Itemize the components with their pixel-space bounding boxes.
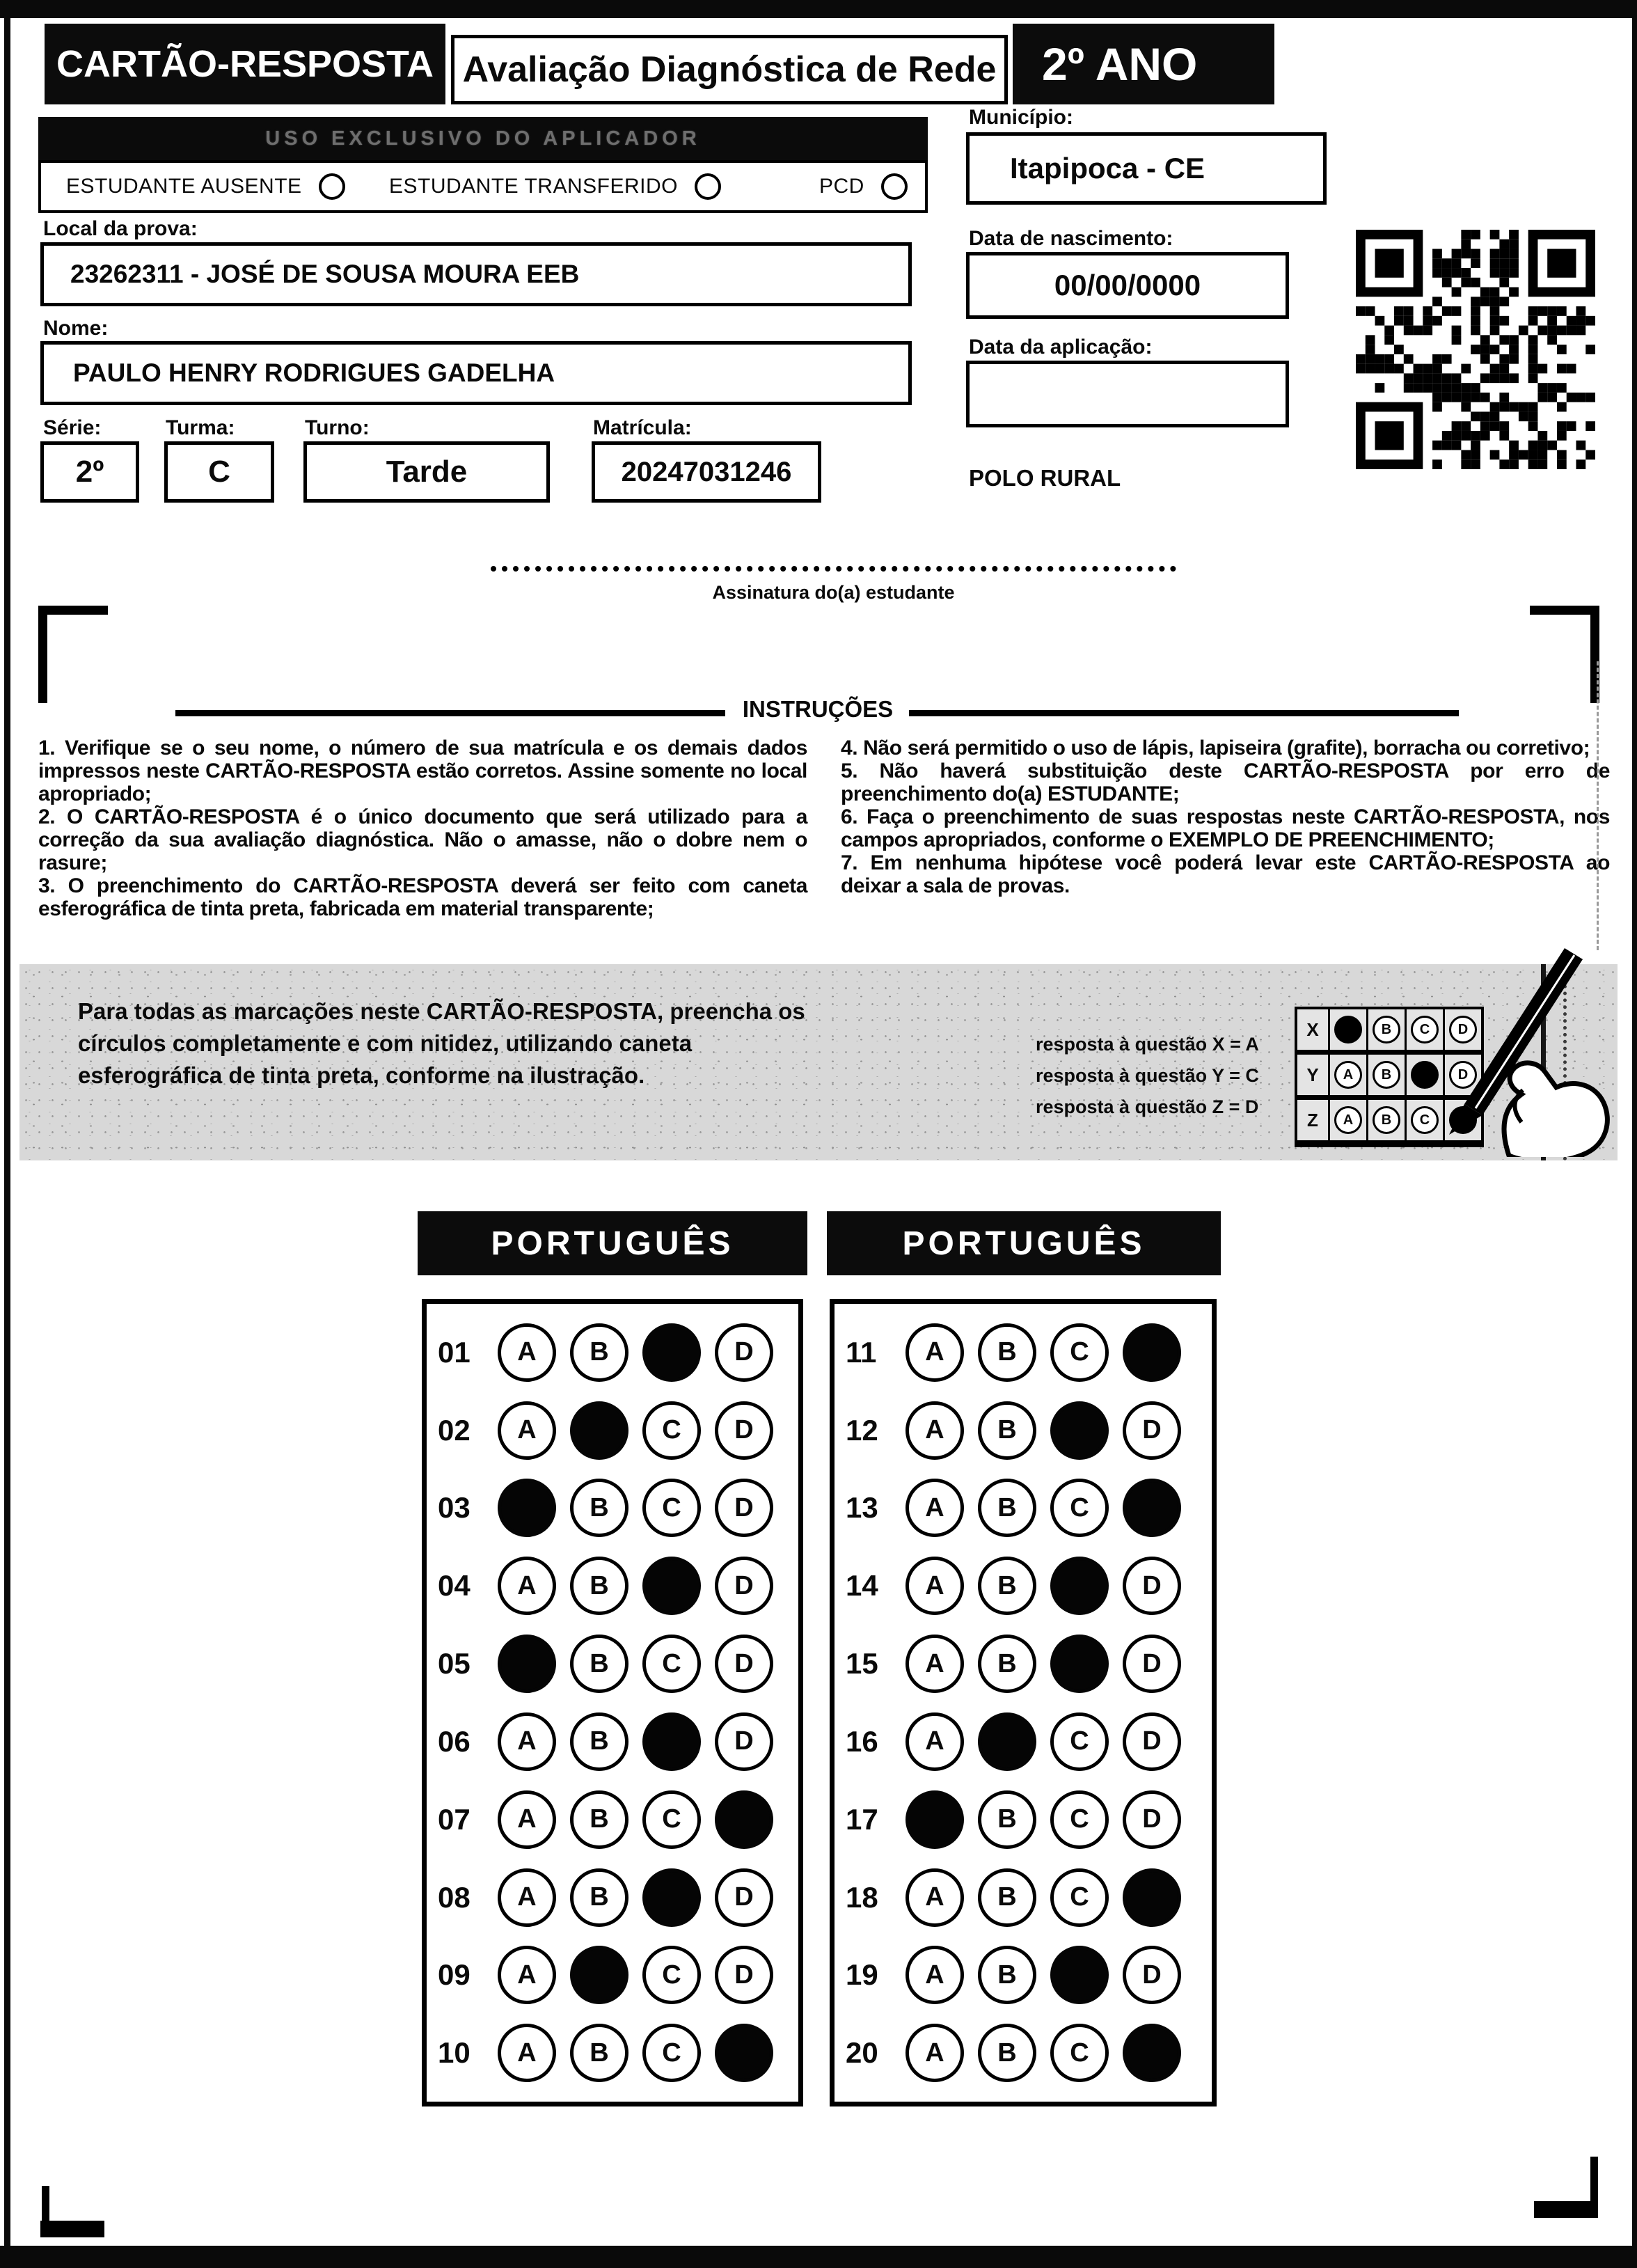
answer-bubble-10-c[interactable] xyxy=(642,2024,701,2082)
question-row xyxy=(427,1479,798,1537)
question-row xyxy=(427,1323,798,1382)
question-number: 06 xyxy=(438,1724,470,1758)
answer-bubble-17-b[interactable] xyxy=(978,1790,1036,1849)
bubble-letter: D xyxy=(734,1726,754,1756)
bubble-letter: D xyxy=(1142,1726,1162,1756)
bubble-letter: C xyxy=(662,2038,681,2068)
question-number: 17 xyxy=(846,1802,878,1836)
bubble-letter: A xyxy=(517,1337,537,1367)
bubble-letter: B xyxy=(997,1337,1017,1367)
example-cell xyxy=(1368,1009,1407,1050)
bubble-letter: D xyxy=(1457,1021,1469,1037)
answer-bubble-02-c[interactable] xyxy=(642,1401,701,1460)
nascimento-value-box: 00/00/0000 xyxy=(966,252,1289,319)
bubble-letter: C xyxy=(1070,2038,1089,2068)
signature-label: Assinatura do(a) estudante xyxy=(712,582,955,603)
answer-bubble-10-d[interactable] xyxy=(715,2024,773,2082)
answer-bubble-20-a[interactable] xyxy=(906,2024,964,2082)
applicator-bar-label: USO EXCLUSIVO DO APLICADOR xyxy=(38,117,928,160)
answer-bubble-05-d[interactable] xyxy=(715,1635,773,1693)
bubble-letter: C xyxy=(1070,1493,1089,1522)
answer-bubble-13-c[interactable] xyxy=(1050,1479,1109,1537)
instruction-item: 6. Faça o preenchimento de suas respostas neste CARTÃO-RESPOSTA, nos campos apropriados, conforme o EXEMPLO DE PREENCHIMENTO; xyxy=(841,805,1610,851)
answer-bubble-08-c[interactable] xyxy=(642,1868,701,1927)
question-number: 16 xyxy=(846,1724,878,1758)
bubble-letter: D xyxy=(734,1493,754,1522)
instructions-rule-right xyxy=(909,710,1459,716)
bubble-letter: B xyxy=(590,1337,609,1367)
bubble-letter: B xyxy=(1381,1112,1392,1128)
answer-bubble-15-a[interactable] xyxy=(906,1635,964,1693)
card-title: CARTÃO-RESPOSTA xyxy=(45,24,445,104)
bubble-letter: C xyxy=(662,1804,681,1834)
serie-label: Série: xyxy=(43,416,102,439)
aplicacao-label: Data da aplicação: xyxy=(969,336,1153,359)
applicator-row xyxy=(38,160,928,213)
example-cell xyxy=(1368,1100,1407,1140)
answer-bubble-18-a[interactable] xyxy=(906,1868,964,1927)
question-row xyxy=(427,1635,798,1693)
bubble-letter: D xyxy=(1142,1960,1162,1990)
answer-bubble-01-c[interactable] xyxy=(642,1323,701,1382)
applicator-option xyxy=(66,173,345,200)
instruction-item: 7. Em nenhuma hipótese você poderá levar este CARTÃO-RESPOSTA ao deixar a sala de provas. xyxy=(841,851,1610,897)
question-row xyxy=(835,1479,1212,1537)
answer-bubble-06-a[interactable] xyxy=(498,1712,556,1771)
instruction-item: 2. O CARTÃO-RESPOSTA é o único documento que será utilizado para a correção da sua avaliação diagnóstica. Não o amasse, não o dobre nem o rasure; xyxy=(38,805,807,874)
answer-bubble-03-d[interactable] xyxy=(715,1479,773,1537)
answer-bubble-18-b[interactable] xyxy=(978,1868,1036,1927)
bubble-letter: C xyxy=(662,1648,681,1678)
instruction-item: 3. O preenchimento do CARTÃO-RESPOSTA deverá ser feito com caneta esferográfica de tinta preta, fabricada em material transparente; xyxy=(38,874,807,920)
bracket-bottom-right xyxy=(1534,2201,1598,2218)
bubble-letter: C xyxy=(1070,1726,1089,1756)
bubble-letter: C xyxy=(662,1493,681,1522)
bubble-letter: C xyxy=(1070,1804,1089,1834)
example-bubble-a[interactable] xyxy=(1334,1061,1362,1089)
nascimento-label: Data de nascimento: xyxy=(969,227,1173,250)
answer-block-2-box xyxy=(830,1299,1217,2106)
answer-bubble-11-d[interactable] xyxy=(1123,1323,1181,1382)
question-row xyxy=(835,1790,1212,1849)
answer-bubble-12-b[interactable] xyxy=(978,1401,1036,1460)
answer-bubble-07-a[interactable] xyxy=(498,1790,556,1849)
answer-bubble-03-a[interactable] xyxy=(498,1479,556,1537)
bubble-letter: B xyxy=(590,1648,609,1678)
answer-bubble-08-b[interactable] xyxy=(570,1868,628,1927)
bubble-letter: A xyxy=(517,1960,537,1990)
example-legend-line-1: resposta à questão X = A xyxy=(1036,1034,1259,1055)
answer-bubble-11-a[interactable] xyxy=(906,1323,964,1382)
question-row xyxy=(835,2024,1212,2082)
bubble-letter: B xyxy=(997,1570,1017,1600)
signature-line xyxy=(491,566,1176,572)
bubble-letter: B xyxy=(590,1493,609,1522)
bubble-letter: A xyxy=(517,2038,537,2068)
question-number: 09 xyxy=(438,1958,470,1992)
question-number: 13 xyxy=(846,1491,878,1525)
bubble-letter: B xyxy=(590,1882,609,1912)
nome-value-box: PAULO HENRY RODRIGUES GADELHA xyxy=(40,341,912,405)
instructions-column-left xyxy=(38,737,807,920)
question-number: 07 xyxy=(438,1802,470,1836)
bubble-letter: B xyxy=(590,1804,609,1834)
answer-bubble-14-c[interactable] xyxy=(1050,1557,1109,1615)
question-row xyxy=(835,1401,1212,1460)
question-number: 15 xyxy=(846,1647,878,1680)
bubble-letter: A xyxy=(517,1726,537,1756)
example-cell xyxy=(1330,1100,1368,1140)
bubble-letter: C xyxy=(1419,1021,1430,1037)
question-row xyxy=(427,1868,798,1927)
bubble-letter: A xyxy=(925,1648,944,1678)
bubble-letter: C xyxy=(1070,1882,1089,1912)
example-bubble-b[interactable] xyxy=(1373,1106,1400,1134)
bubble-letter: C xyxy=(1419,1112,1430,1128)
bubble-letter: D xyxy=(734,1337,754,1367)
answer-bubble-14-b[interactable] xyxy=(978,1557,1036,1615)
answer-bubble-13-d[interactable] xyxy=(1123,1479,1181,1537)
question-number: 20 xyxy=(846,2036,878,2070)
answer-bubble-07-d[interactable] xyxy=(715,1790,773,1849)
question-number: 11 xyxy=(846,1335,877,1369)
bubble-letter: B xyxy=(997,1648,1017,1678)
applicator-option-label: ESTUDANTE TRANSFERIDO xyxy=(389,175,678,198)
bubble-letter: B xyxy=(997,1882,1017,1912)
answer-bubble-17-a[interactable] xyxy=(906,1790,964,1849)
bubble-letter: D xyxy=(734,1882,754,1912)
answer-bubble-17-d[interactable] xyxy=(1123,1790,1181,1849)
example-note: Para todas as marcações neste CARTÃO-RESPOSTA, preencha os círculos completamente e com nitidez, utilizando caneta esferográfica de tinta preta, conforme na ilustração. xyxy=(78,998,805,1088)
bracket-bottom-left xyxy=(40,2221,104,2237)
example-row-label: Z xyxy=(1297,1100,1330,1140)
answer-bubble-14-a[interactable] xyxy=(906,1557,964,1615)
answer-bubble-18-d[interactable] xyxy=(1123,1868,1181,1927)
question-number: 05 xyxy=(438,1647,470,1680)
answer-bubble-19-a[interactable] xyxy=(906,1946,964,2004)
answer-bubble-09-b[interactable] xyxy=(570,1946,628,2004)
answer-bubble-09-a[interactable] xyxy=(498,1946,556,2004)
question-number: 12 xyxy=(846,1413,878,1447)
polo-label: POLO RURAL xyxy=(969,465,1121,491)
answer-bubble-15-b[interactable] xyxy=(978,1635,1036,1693)
applicator-option-label: ESTUDANTE AUSENTE xyxy=(66,175,302,198)
answer-bubble-07-b[interactable] xyxy=(570,1790,628,1849)
question-row xyxy=(427,1712,798,1771)
answer-bubble-11-b[interactable] xyxy=(978,1323,1036,1382)
top-edge-bar xyxy=(0,0,1637,18)
bubble-letter: A xyxy=(517,1415,537,1445)
hand-pen-illustration xyxy=(1405,948,1613,1157)
bubble-letter: C xyxy=(662,1415,681,1445)
example-legend-line-3: resposta à questão Z = D xyxy=(1036,1096,1259,1117)
answer-bubble-20-d[interactable] xyxy=(1123,2024,1181,2082)
question-row xyxy=(427,1557,798,1615)
question-number: 03 xyxy=(438,1491,470,1525)
applicator-option-circle[interactable] xyxy=(319,173,345,200)
bubble-letter: B xyxy=(590,1726,609,1756)
example-row-label: Y xyxy=(1297,1055,1330,1095)
answer-bubble-14-d[interactable] xyxy=(1123,1557,1181,1615)
example-bubble-a[interactable] xyxy=(1334,1106,1362,1134)
exam-title: Avaliação Diagnóstica de Rede xyxy=(451,35,1008,104)
answer-bubble-16-a[interactable] xyxy=(906,1712,964,1771)
bracket-top-left-v xyxy=(38,606,47,703)
answer-bubble-19-b[interactable] xyxy=(978,1946,1036,2004)
answer-bubble-01-a[interactable] xyxy=(498,1323,556,1382)
bubble-letter: A xyxy=(1343,1066,1354,1082)
answer-bubble-05-c[interactable] xyxy=(642,1635,701,1693)
bubble-letter: D xyxy=(734,1648,754,1678)
question-row xyxy=(427,2024,798,2082)
answer-bubble-04-c[interactable] xyxy=(642,1557,701,1615)
answer-bubble-05-b[interactable] xyxy=(570,1635,628,1693)
question-row xyxy=(835,1635,1212,1693)
example-row-label: X xyxy=(1297,1009,1330,1050)
bubble-letter: B xyxy=(997,1415,1017,1445)
applicator-option-label: PCD xyxy=(819,175,864,198)
answer-bubble-01-b[interactable] xyxy=(570,1323,628,1382)
example-cell xyxy=(1368,1055,1407,1095)
answer-bubble-19-c[interactable] xyxy=(1050,1946,1109,2004)
bubble-letter: A xyxy=(517,1882,537,1912)
bracket-top-left xyxy=(38,606,108,615)
bubble-letter: B xyxy=(590,2038,609,2068)
answer-bubble-16-b[interactable] xyxy=(978,1712,1036,1771)
instructions-column-right xyxy=(841,737,1610,897)
bubble-letter: A xyxy=(1343,1112,1354,1128)
bubble-letter: A xyxy=(925,1960,944,1990)
question-row xyxy=(427,1790,798,1849)
answer-bubble-09-c[interactable] xyxy=(642,1946,701,2004)
question-number: 04 xyxy=(438,1569,470,1602)
question-row xyxy=(427,1401,798,1460)
qr-code xyxy=(1356,230,1595,469)
example-cell xyxy=(1330,1055,1368,1095)
bubble-letter: A xyxy=(925,1882,944,1912)
answer-block-1-header: PORTUGUÊS xyxy=(418,1211,807,1275)
bubble-letter: C xyxy=(1070,1337,1089,1367)
answer-bubble-12-a[interactable] xyxy=(906,1401,964,1460)
answer-bubble-02-a[interactable] xyxy=(498,1401,556,1460)
bubble-letter: A xyxy=(517,1570,537,1600)
municipio-value-box: Itapipoca - CE xyxy=(966,132,1327,205)
answer-block-1-box xyxy=(422,1299,803,2106)
bubble-letter: B xyxy=(997,1960,1017,1990)
applicator-option-circle[interactable] xyxy=(695,173,721,200)
local-label: Local da prova: xyxy=(43,217,198,240)
matricula-label: Matrícula: xyxy=(593,416,692,439)
answer-bubble-06-c[interactable] xyxy=(642,1712,701,1771)
answer-bubble-09-d[interactable] xyxy=(715,1946,773,2004)
question-row xyxy=(835,1868,1212,1927)
answer-bubble-13-b[interactable] xyxy=(978,1479,1036,1537)
answer-bubble-13-a[interactable] xyxy=(906,1479,964,1537)
right-edge-line xyxy=(1632,0,1637,2268)
bubble-letter: D xyxy=(1142,1804,1162,1834)
bubble-letter: C xyxy=(662,1960,681,1990)
answer-bubble-20-c[interactable] xyxy=(1050,2024,1109,2082)
answer-bubble-16-c[interactable] xyxy=(1050,1712,1109,1771)
answer-bubble-01-d[interactable] xyxy=(715,1323,773,1382)
bubble-letter: A xyxy=(925,1570,944,1600)
bubble-letter: D xyxy=(1457,1066,1469,1082)
serie-value-box: 2º xyxy=(40,441,139,503)
question-number: 02 xyxy=(438,1413,470,1447)
answer-bubble-03-b[interactable] xyxy=(570,1479,628,1537)
bracket-top-right xyxy=(1530,606,1599,615)
answer-block-2-header: PORTUGUÊS xyxy=(827,1211,1221,1275)
answer-bubble-04-b[interactable] xyxy=(570,1557,628,1615)
example-bubble-b[interactable] xyxy=(1373,1016,1400,1044)
answer-bubble-08-d[interactable] xyxy=(715,1868,773,1927)
aplicacao-value-box xyxy=(966,361,1289,427)
question-row xyxy=(835,1557,1212,1615)
bubble-letter: B xyxy=(997,1804,1017,1834)
answer-bubble-16-d[interactable] xyxy=(1123,1712,1181,1771)
bubble-letter: D xyxy=(734,1415,754,1445)
answer-bubble-08-a[interactable] xyxy=(498,1868,556,1927)
instruction-item: 1. Verifique se o seu nome, o número de sua matrícula e os demais dados impressos neste CARTÃO-RESPOSTA estão corretos. Assine somente no local apropriado; xyxy=(38,737,807,805)
question-row xyxy=(835,1712,1212,1771)
answer-bubble-10-b[interactable] xyxy=(570,2024,628,2082)
bubble-letter: B xyxy=(590,1570,609,1600)
example-legend-line-2: resposta à questão Y = C xyxy=(1036,1065,1259,1086)
question-number: 10 xyxy=(438,2036,470,2070)
bubble-letter: B xyxy=(997,2038,1017,2068)
question-number: 08 xyxy=(438,1880,470,1914)
municipio-label: Município: xyxy=(969,106,1073,129)
bubble-letter: A xyxy=(517,1804,537,1834)
answer-bubble-12-c[interactable] xyxy=(1050,1401,1109,1460)
answer-bubble-05-a[interactable] xyxy=(498,1635,556,1693)
turma-label: Turma: xyxy=(166,416,235,439)
answer-bubble-11-c[interactable] xyxy=(1050,1323,1109,1382)
question-number: 01 xyxy=(438,1335,470,1369)
bubble-letter: B xyxy=(1381,1066,1392,1082)
question-number: 14 xyxy=(846,1569,878,1602)
answer-bubble-02-b[interactable] xyxy=(570,1401,628,1460)
answer-bubble-06-d[interactable] xyxy=(715,1712,773,1771)
example-bubble-a[interactable] xyxy=(1334,1016,1362,1044)
bubble-letter: A xyxy=(925,2038,944,2068)
instructions-rule-left xyxy=(175,710,725,716)
fold-mark-dashed xyxy=(1597,661,1599,950)
matricula-value-box: 20247031246 xyxy=(592,441,821,503)
bottom-edge-bar xyxy=(0,2246,1637,2268)
answer-bubble-12-d[interactable] xyxy=(1123,1401,1181,1460)
question-row xyxy=(835,1946,1212,2004)
question-row xyxy=(835,1323,1212,1382)
answer-bubble-06-b[interactable] xyxy=(570,1712,628,1771)
bubble-letter: A xyxy=(925,1337,944,1367)
answer-bubble-04-a[interactable] xyxy=(498,1557,556,1615)
local-value-box: 23262311 - JOSÉ DE SOUSA MOURA EEB xyxy=(40,242,912,306)
turno-value-box: Tarde xyxy=(303,441,550,503)
bubble-letter: A xyxy=(925,1726,944,1756)
bubble-letter: D xyxy=(734,1960,754,1990)
answer-bubble-10-a[interactable] xyxy=(498,2024,556,2082)
applicator-option xyxy=(819,173,908,200)
bubble-letter: D xyxy=(1142,1648,1162,1678)
question-number: 19 xyxy=(846,1958,878,1992)
answer-bubble-17-c[interactable] xyxy=(1050,1790,1109,1849)
bubble-letter: B xyxy=(1381,1021,1392,1037)
answer-bubble-03-c[interactable] xyxy=(642,1479,701,1537)
instruction-item: 5. Não haverá substituição deste CARTÃO-RESPOSTA por erro de preenchimento do(a) ESTUDANTE; xyxy=(841,759,1610,805)
answer-bubble-04-d[interactable] xyxy=(715,1557,773,1615)
bubble-letter: A xyxy=(925,1493,944,1522)
answer-bubble-07-c[interactable] xyxy=(642,1790,701,1849)
example-bubble-b[interactable] xyxy=(1373,1061,1400,1089)
applicator-option-circle[interactable] xyxy=(881,173,908,200)
grade-badge: 2º ANO xyxy=(1013,24,1274,104)
turno-label: Turno: xyxy=(305,416,370,439)
applicator-option xyxy=(389,173,721,200)
left-edge-line xyxy=(4,0,10,2268)
bubble-letter: D xyxy=(1142,1570,1162,1600)
nome-label: Nome: xyxy=(43,317,109,340)
example-cell xyxy=(1330,1009,1368,1050)
bubble-letter: A xyxy=(925,1415,944,1445)
answer-bubble-19-d[interactable] xyxy=(1123,1946,1181,2004)
bubble-letter: B xyxy=(997,1493,1017,1522)
instructions-title: INSTRUÇÕES xyxy=(742,696,894,722)
question-number: 18 xyxy=(846,1880,878,1914)
question-row xyxy=(427,1946,798,2004)
answer-bubble-02-d[interactable] xyxy=(715,1401,773,1460)
turma-value-box: C xyxy=(164,441,274,503)
instruction-item: 4. Não será permitido o uso de lápis, lapiseira (grafite), borracha ou corretivo; xyxy=(841,737,1590,759)
answer-bubble-20-b[interactable] xyxy=(978,2024,1036,2082)
bubble-letter: D xyxy=(734,1570,754,1600)
answer-bubble-15-c[interactable] xyxy=(1050,1635,1109,1693)
answer-bubble-18-c[interactable] xyxy=(1050,1868,1109,1927)
example-legend xyxy=(1036,1029,1259,1123)
bubble-letter: D xyxy=(1142,1415,1162,1445)
answer-bubble-15-d[interactable] xyxy=(1123,1635,1181,1693)
